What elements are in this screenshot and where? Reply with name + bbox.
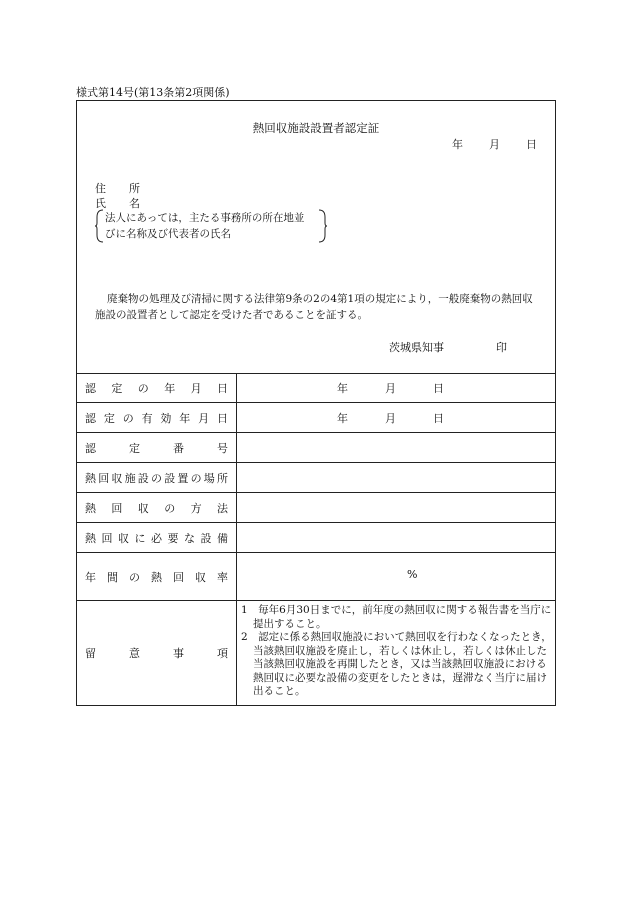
note-item-2: 2 認定に係る熱回収施設において熱回収を行わなくなったとき，当該熱回収施設を廃止し，若しくは休止し，若しくは休止した当該熱回収施設を再開したとき，又は当該熱回収施設における熱回収に必要な設備の変更をしたときは，遅滞なく当庁に届け出ること。	[241, 631, 552, 697]
valid-date-month: 月	[385, 412, 396, 425]
corporation-note-line-1: 法人にあっては，主たる事務所の所在地並	[105, 212, 305, 224]
notes-value	[237, 601, 555, 705]
cert-date-month: 月	[385, 382, 396, 395]
certification-number-value	[237, 433, 555, 462]
issue-date-year: 年	[452, 138, 463, 151]
cert-date-year: 年	[337, 382, 348, 395]
certificate-details-table	[77, 373, 555, 705]
certification-statement: 廃棄物の処理及び清掃に関する法律第9条の2の4第1項の規定により，一般廃棄物の熱回収施設の設置者として認定を受けた者であることを証する。	[95, 293, 533, 321]
annual-recovery-rate-value	[237, 553, 555, 600]
row-label-certification-date: 認定の年月日	[85, 381, 228, 395]
certificate-title: 熱回収施設設置者認定証	[252, 121, 380, 135]
facility-location-value	[237, 463, 555, 492]
row-label-required-equipment: 熱回収に必要な設備	[85, 531, 228, 545]
applicant-block	[95, 181, 146, 211]
certification-date-value	[237, 373, 555, 402]
issue-date-month: 月	[489, 138, 500, 151]
table-row	[77, 463, 555, 493]
issue-date-day: 日	[526, 138, 537, 151]
row-label-annual-recovery-rate: 年間の熱回収率	[85, 570, 228, 584]
table-row	[77, 523, 555, 553]
required-equipment-value	[237, 523, 555, 552]
corporation-note	[95, 209, 327, 243]
validity-date-value	[237, 403, 555, 432]
issuer-name: 茨城県知事	[389, 341, 444, 354]
note-item-1: 1 毎年6月30日までに，前年度の熱回収に関する報告書を当庁に提出すること。	[241, 604, 552, 630]
issuer-line	[389, 339, 507, 355]
corporation-note-line-2: びに名称及び代表者の氏名	[105, 228, 231, 240]
table-row	[77, 553, 555, 601]
table-row	[77, 403, 555, 433]
seal-mark: 印	[496, 341, 507, 354]
name-label: 氏 名	[95, 197, 146, 210]
row-label-certification-number: 認定番号	[85, 441, 228, 455]
issue-date	[452, 136, 537, 152]
certificate-header	[77, 101, 555, 374]
table-row	[77, 601, 555, 705]
valid-date-year: 年	[337, 412, 348, 425]
table-row	[77, 493, 555, 523]
address-label: 住 所	[95, 182, 146, 195]
recovery-method-value	[237, 493, 555, 522]
row-label-notes: 留意事項	[85, 647, 228, 660]
row-label-facility-location: 熱回収施設の設置の場所	[85, 471, 228, 485]
row-label-recovery-method: 熱回収の方法	[85, 501, 228, 515]
table-row	[77, 433, 555, 463]
valid-date-day: 日	[433, 412, 444, 425]
certificate-form	[76, 100, 556, 706]
form-number-caption: 様式第14号(第13条第2項関係)	[76, 86, 230, 99]
percent-unit: %	[407, 568, 418, 581]
row-label-validity-date: 認定の有効年月日	[85, 411, 228, 425]
table-row	[77, 373, 555, 403]
cert-date-day: 日	[433, 382, 444, 395]
